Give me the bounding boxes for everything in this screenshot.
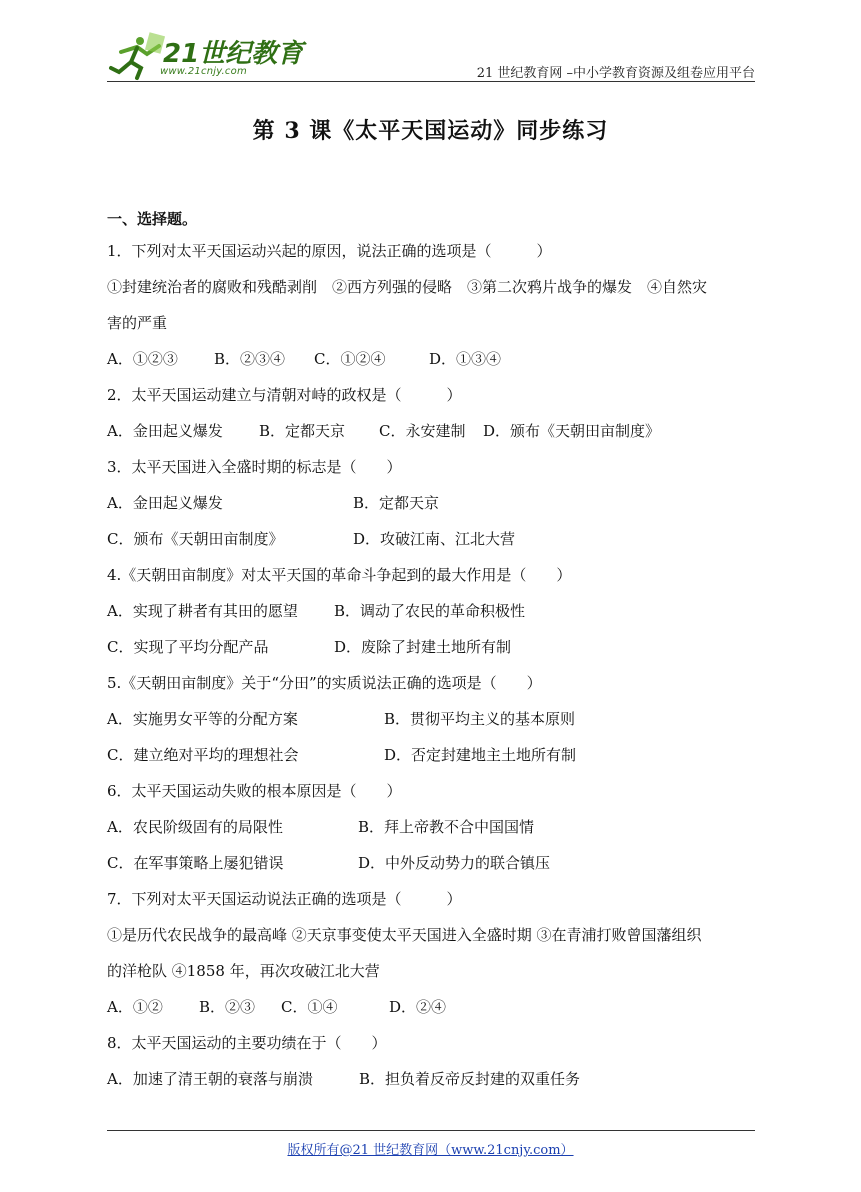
question-list bbox=[107, 205, 757, 1097]
option-d[interactable]: D．中外反动势力的联合镇压 bbox=[358, 854, 551, 872]
question-1-stem-line2: ①封建统治者的腐败和残酷剥削 ②西方列强的侵略 ③第二次鸦片战争的爆发 ④自然灾 bbox=[107, 278, 708, 296]
option-d[interactable]: D．废除了封建土地所有制 bbox=[334, 638, 512, 656]
question-7-stem-line3: 的洋枪队 ④1858 年，再次攻破江北大营 bbox=[107, 962, 380, 980]
question-4-stem: 4.《天朝田亩制度》对太平天国的革命斗争起到的最大作用是（ ） bbox=[107, 566, 572, 584]
question-7-options bbox=[107, 989, 757, 1025]
option-b[interactable]: B．调动了农民的革命积极性 bbox=[334, 602, 526, 620]
question-5-options-row1 bbox=[107, 701, 757, 737]
page-title: 第 3 课《太平天国运动》同步练习 bbox=[252, 118, 609, 144]
question-3-options-row1 bbox=[107, 485, 757, 521]
option-d[interactable]: D．颁布《天朝田亩制度》 bbox=[483, 422, 661, 440]
option-d[interactable]: D．②④ bbox=[389, 998, 447, 1016]
question-2-options bbox=[107, 413, 757, 449]
question-3-stem: 3．太平天国进入全盛时期的标志是（ ） bbox=[107, 458, 402, 476]
question-4-options-row1 bbox=[107, 593, 757, 629]
option-a[interactable]: A．农民阶级固有的局限性 bbox=[107, 818, 283, 836]
option-a[interactable]: A．实施男女平等的分配方案 bbox=[107, 710, 298, 728]
option-c[interactable]: C．颁布《天朝田亩制度》 bbox=[107, 530, 284, 548]
page-header bbox=[107, 28, 755, 84]
option-b[interactable]: B．定都天京 bbox=[353, 494, 440, 512]
question-6-stem: 6．太平天国运动失败的根本原因是（ ） bbox=[107, 782, 402, 800]
question-8-stem: 8．太平天国运动的主要功绩在于（ ） bbox=[107, 1034, 387, 1052]
option-c[interactable]: C．建立绝对平均的理想社会 bbox=[107, 746, 299, 764]
option-b[interactable]: B．②③④ bbox=[214, 350, 286, 368]
option-b[interactable]: B．拜上帝教不合中国国情 bbox=[358, 818, 535, 836]
option-a[interactable]: A．实现了耕者有其田的愿望 bbox=[107, 602, 298, 620]
header-divider bbox=[107, 81, 755, 82]
question-6-options-row1 bbox=[107, 809, 757, 845]
question-1-stem: 1．下列对太平天国运动兴起的原因，说法正确的选项是（ ） bbox=[107, 242, 552, 260]
option-a[interactable]: A．加速了清王朝的衰落与崩溃 bbox=[107, 1070, 313, 1088]
copyright-link[interactable]: 版权所有@21 世纪教育网（www.21cnjy.com） bbox=[287, 1143, 574, 1158]
option-c[interactable]: C．①④ bbox=[281, 998, 338, 1016]
question-6-options-row2 bbox=[107, 845, 757, 881]
question-8-options-row1 bbox=[107, 1061, 757, 1097]
option-c[interactable]: C．实现了平均分配产品 bbox=[107, 638, 269, 656]
option-b[interactable]: B．定都天京 bbox=[259, 422, 346, 440]
option-d[interactable]: D．攻破江南、江北大营 bbox=[353, 530, 516, 548]
option-b[interactable]: B．②③ bbox=[199, 998, 256, 1016]
option-d[interactable]: D．①③④ bbox=[429, 350, 502, 368]
question-4-options-row2 bbox=[107, 629, 757, 665]
option-a[interactable]: A．金田起义爆发 bbox=[107, 494, 223, 512]
question-2-stem: 2．太平天国运动建立与清朝对峙的政权是（ ） bbox=[107, 386, 462, 404]
option-a[interactable]: A．①② bbox=[107, 998, 163, 1016]
site-description: 21 世纪教育网 –中小学教育资源及组卷应用平台 bbox=[476, 66, 755, 81]
question-7-stem: 7．下列对太平天国运动说法正确的选项是（ ） bbox=[107, 890, 462, 908]
question-7-stem-line2: ①是历代农民战争的最高峰 ②天京事变使太平天国进入全盛时期 ③在青浦打败曾国藩组织 bbox=[107, 926, 702, 944]
option-b[interactable]: B．贯彻平均主义的基本原则 bbox=[384, 710, 576, 728]
option-b[interactable]: B．担负着反帝反封建的双重任务 bbox=[359, 1070, 581, 1088]
option-c[interactable]: C．在军事策略上屡犯错误 bbox=[107, 854, 284, 872]
option-a[interactable]: A．金田起义爆发 bbox=[107, 422, 223, 440]
question-5-stem: 5.《天朝田亩制度》关于“分田”的实质说法正确的选项是（ ） bbox=[107, 674, 542, 692]
question-1-stem-line3: 害的严重 bbox=[107, 314, 168, 332]
footer-divider bbox=[107, 1130, 755, 1131]
logo-url: www.21cnjy.com bbox=[160, 66, 247, 77]
option-a[interactable]: A．①②③ bbox=[107, 350, 178, 368]
question-1-options bbox=[107, 341, 757, 377]
option-c[interactable]: C．①②④ bbox=[314, 350, 386, 368]
option-d[interactable]: D．否定封建地主土地所有制 bbox=[384, 746, 577, 764]
question-3-options-row2 bbox=[107, 521, 757, 557]
section-heading: 一、选择题。 bbox=[107, 210, 198, 228]
logo-text: 21世纪教育 bbox=[163, 39, 304, 69]
question-5-options-row2 bbox=[107, 737, 757, 773]
option-c[interactable]: C．永安建制 bbox=[379, 422, 466, 440]
